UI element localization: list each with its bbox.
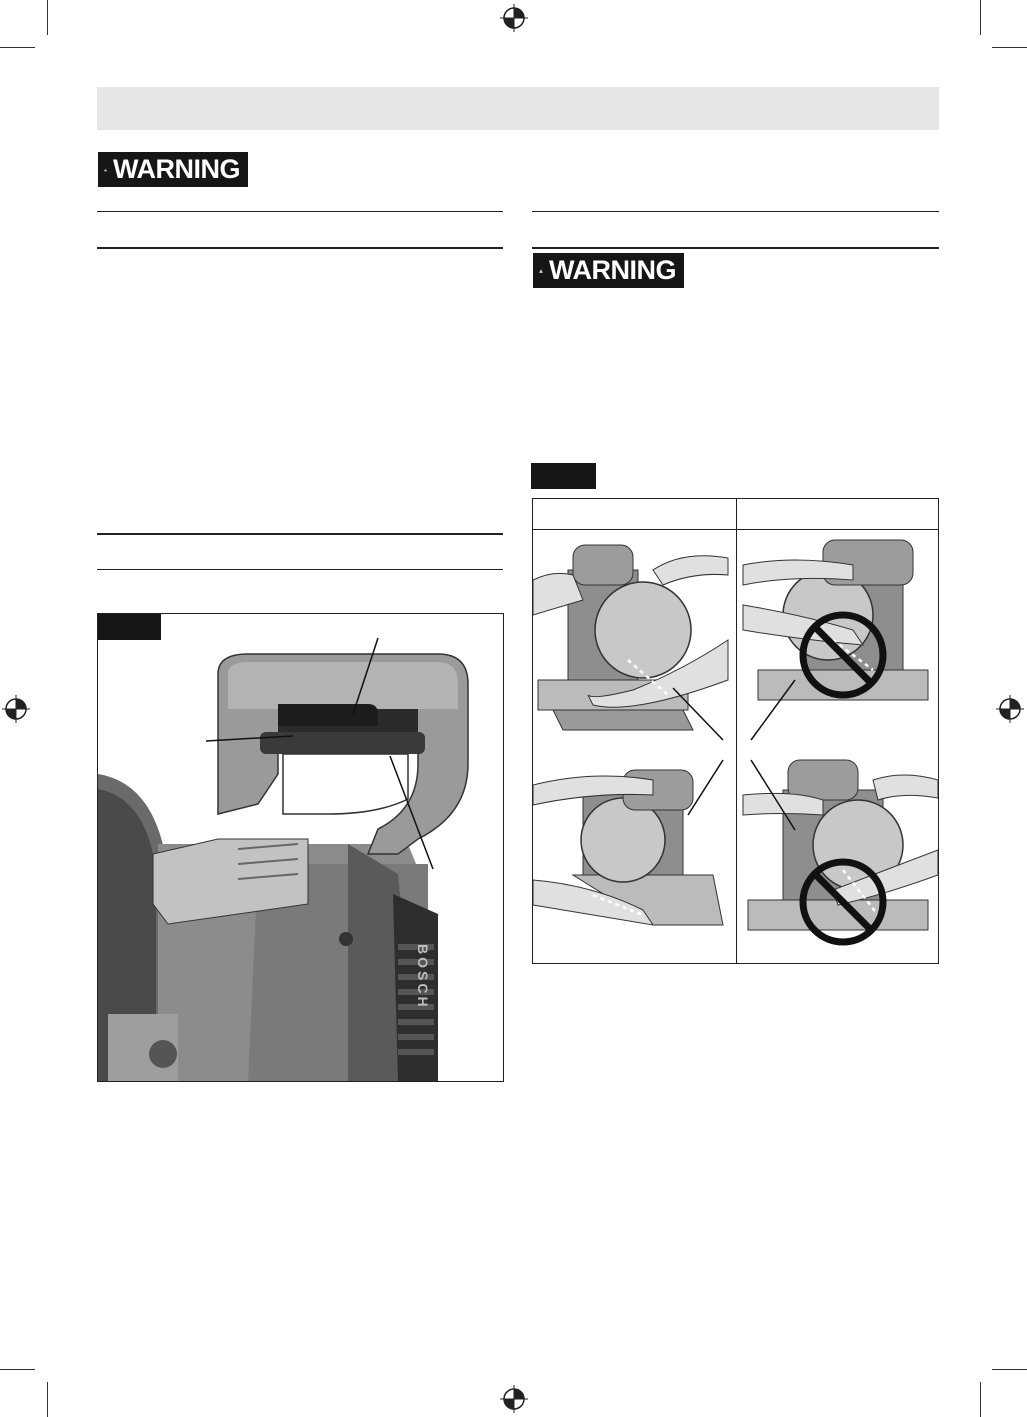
crop-mark-top-left-v bbox=[47, 0, 48, 35]
figure-hand-position-table bbox=[532, 498, 939, 964]
crop-mark-top-right-h bbox=[992, 47, 1027, 48]
crop-mark-bottom-left-h bbox=[0, 1369, 35, 1370]
warning-label bbox=[98, 152, 248, 187]
crop-mark-top-right-v bbox=[980, 0, 981, 35]
section-rule bbox=[532, 247, 939, 249]
hand-position-illustrations bbox=[533, 530, 938, 962]
crop-mark-bottom-right-h bbox=[992, 1369, 1027, 1370]
registration-mark-icon bbox=[500, 4, 528, 32]
crop-mark-top-left-h bbox=[0, 47, 35, 48]
warning-triangle-icon bbox=[539, 259, 543, 283]
section-rule bbox=[97, 247, 503, 249]
section-rule bbox=[532, 211, 939, 212]
saw-handle-illustration bbox=[98, 614, 504, 1082]
incorrect-hand-position-icon bbox=[743, 540, 928, 700]
warning-label-right bbox=[533, 253, 684, 288]
section-rule bbox=[97, 211, 503, 212]
correct-hand-position-icon bbox=[533, 545, 728, 730]
crop-mark-bottom-right-v bbox=[980, 1382, 981, 1417]
section-header-banner bbox=[97, 87, 939, 130]
saw-brand-text: BOSCH bbox=[415, 944, 431, 1010]
registration-mark-icon bbox=[500, 1385, 528, 1413]
figure-carrying-handle bbox=[97, 613, 504, 1082]
crop-mark-bottom-left-v bbox=[47, 1382, 48, 1417]
section-rule bbox=[97, 569, 503, 570]
registration-mark-icon bbox=[2, 695, 30, 723]
figure-number-tag bbox=[531, 463, 596, 489]
warning-label-text: WARNING bbox=[113, 154, 240, 184]
section-rule bbox=[97, 533, 503, 535]
registration-mark-icon bbox=[996, 695, 1024, 723]
correct-hand-position-icon bbox=[533, 770, 723, 925]
warning-triangle-icon bbox=[104, 158, 107, 182]
incorrect-hand-position-icon bbox=[743, 760, 938, 942]
warning-label-text: WARNING bbox=[549, 255, 676, 285]
